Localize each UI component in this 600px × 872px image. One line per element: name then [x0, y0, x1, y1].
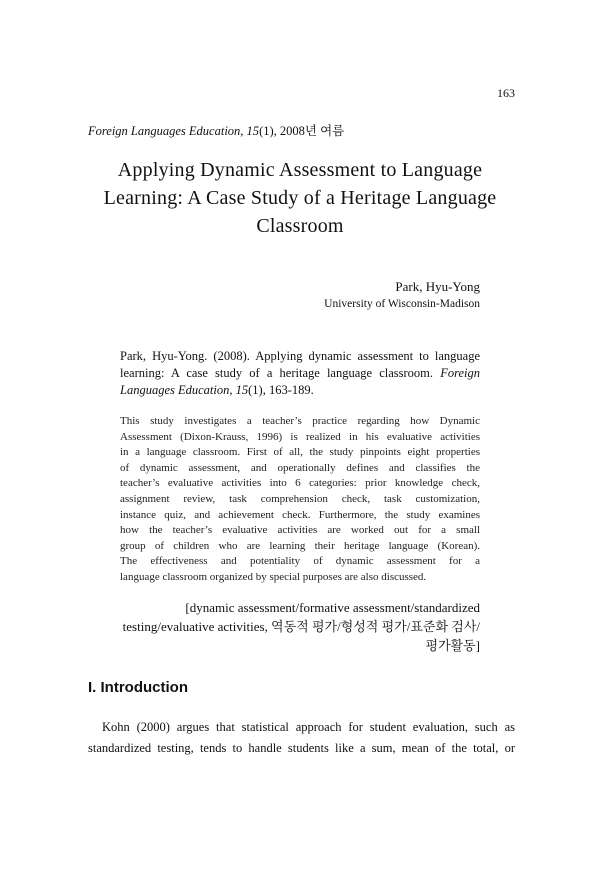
- keywords-line: [dynamic assessment/formative assessment/standardized: [185, 599, 480, 615]
- abstract-line: The effectiveness and potentiality of dynamic assessment for a: [120, 555, 480, 568]
- abstract-line: how the teacher’s evaluative activities are worked out for a small: [120, 524, 480, 537]
- section-heading: I. Introduction: [88, 679, 188, 696]
- abstract-line: group of children who are learning their heritage language (Korean).: [120, 539, 480, 552]
- abstract-line: language classroom organized by special purposes are also discussed.: [120, 570, 427, 583]
- abstract-line: of dynamic assessment, and operationally defines and classifies the: [120, 461, 480, 474]
- abstract-line: teacher’s evaluative activities into 6 categories: prior knowledge check,: [120, 477, 480, 490]
- citation-block: [120, 348, 480, 399]
- abstract-line: This study investigates a teacher’s practice regarding how Dynamic: [120, 415, 480, 427]
- keywords: [60, 598, 480, 655]
- article-title: [60, 156, 540, 240]
- citation-line: [120, 348, 480, 365]
- title-line: Classroom: [256, 215, 344, 237]
- body-line: standardized testing, tends to handle students like a sum, mean of the total, or: [88, 740, 515, 755]
- citation-text: learning: A case study of a heritage language classroom.: [120, 366, 441, 380]
- citation-line: [120, 365, 480, 382]
- abstract-line: instance quiz, and achievement check. Furthermore, the study examines: [120, 508, 480, 521]
- body-line: Kohn (2000) argues that statistical approach for student evaluation, such as: [102, 719, 515, 734]
- title-line: Learning: A Case Study of a Heritage Language: [103, 187, 497, 209]
- citation-journal: Foreign: [440, 366, 480, 380]
- citation-journal: Languages Education, 15: [120, 383, 249, 397]
- author-name: Park, Hyu-Yong: [395, 279, 480, 294]
- abstract-line: assignment review, task comprehension check, task customization,: [120, 492, 480, 505]
- citation-text: (1), 163-189.: [248, 383, 314, 397]
- body-paragraph: [88, 717, 515, 759]
- keywords-line: 평가활동]: [425, 637, 480, 653]
- journal-name: Foreign Languages Education, 15: [88, 124, 260, 138]
- journal-issue: (1), 2008년 여름: [259, 124, 345, 138]
- author-affiliation: University of Wisconsin-Madison: [324, 298, 480, 310]
- citation-line: [120, 382, 480, 399]
- abstract: [120, 414, 480, 586]
- abstract-line: Assessment (Dixon-Krauss, 1996) is realized in his evaluative activities: [120, 430, 480, 443]
- keywords-line: testing/evaluative activities, 역동적 평가/형성적 평가/표준화 검사/: [122, 618, 480, 634]
- abstract-line: in a language classroom. First of all, the study pinpoints eight properties: [120, 446, 480, 459]
- page-number: 163: [497, 86, 515, 100]
- journal-reference: [88, 124, 344, 139]
- title-line: Applying Dynamic Assessment to Language: [117, 159, 483, 181]
- citation-text: Park, Hyu-Yong. (2008). Applying dynamic assessment to language: [120, 349, 480, 363]
